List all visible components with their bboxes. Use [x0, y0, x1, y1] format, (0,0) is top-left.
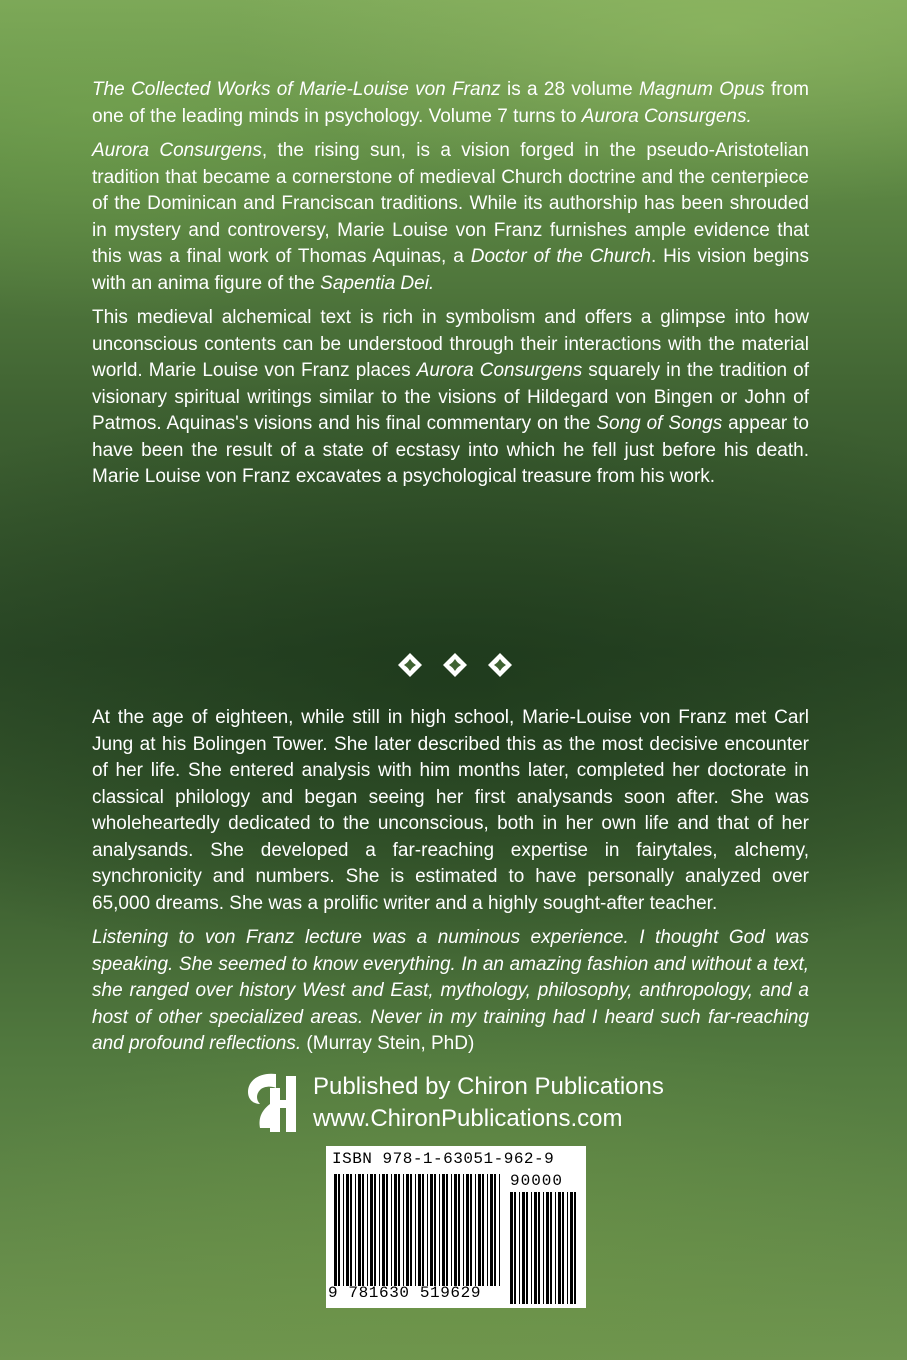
barcode-bar [379, 1174, 380, 1286]
barcode-bar [418, 1174, 421, 1286]
barcode-bar [570, 1192, 573, 1304]
barcode-bar [478, 1174, 481, 1286]
barcode-bar [451, 1174, 452, 1286]
barcode-bar [490, 1174, 493, 1286]
barcode-bar [558, 1192, 561, 1304]
price-code: 90000 [510, 1172, 564, 1190]
barcode-bar [510, 1192, 513, 1304]
description-emphasis: Doctor of the Church [470, 246, 651, 267]
description-text: from one of the leading minds in psychology. Volume 7 turns to [92, 79, 809, 127]
barcode-bar [487, 1174, 488, 1286]
description-emphasis: Song of Songs [596, 413, 723, 434]
description-text: is a 28 volume [500, 79, 639, 100]
barcode-bar [538, 1192, 540, 1304]
barcode-bar [466, 1174, 469, 1286]
series-title: The Collected Works of Marie-Louise von Franz [92, 79, 501, 100]
description-paragraph-1 [92, 77, 809, 130]
barcode-bar [434, 1174, 436, 1286]
barcode-bar [422, 1174, 424, 1286]
barcode-bar [358, 1174, 361, 1286]
description-emphasis: Sapentia Dei. [320, 272, 435, 294]
barcode-bar [334, 1174, 337, 1286]
testimonial-quote: Listening to von Franz lecture was a numinous experience. I thought God was speaking. She seemed to know everything. In an amazing fashion and without a text, she ranged over history West and East, mythology, philosophy, anthropology, and a host of other specialized areas. Never in my training had I heard such far-reaching and profound reflections. [92, 927, 809, 1054]
bio-paragraph: At the age of eighteen, while still in high school, Marie-Louise von Franz met Carl Jung at his Bolingen Tower. She later described this as the most decisive encounter of her life. She entered analysis with him months later, completed her doctorate in classical philology and began seeing her first analysands soon after. She was wholeheartedly dedicated to the unconscious, both in her own life and that of her analysands. She developed a far-reaching expertise in fairytales, alchemy, synchronicity and numbers. She is estimated to have personally analyzed over 65,000 dreams. She was a prolific writer and a highly sought-after teacher. [92, 707, 809, 914]
barcode-bar [439, 1174, 440, 1286]
barcode-bar [382, 1174, 385, 1286]
barcode-bar [514, 1192, 516, 1304]
barcode-bar [550, 1192, 552, 1304]
barcode-bar [470, 1174, 472, 1286]
barcode-bar [499, 1174, 500, 1286]
barcode-bar [519, 1192, 520, 1304]
section-divider [397, 652, 513, 678]
book-title: Aurora Consurgens [416, 360, 583, 381]
barcode-bar [374, 1174, 376, 1286]
barcode-bar [534, 1192, 537, 1304]
barcode-bar [562, 1192, 564, 1304]
description-text: , the rising sun, is a vision forged in the pseudo-Aristotelian tradition that became a cornerstone of medieval Church doctrine and the centerpiece of the Dominican and Franciscan traditions. While its authorship has been shrouded in mystery and controversy, Marie Louise von Franz furnishes ample evidence that this was a final work of Thomas Aquinas, a [92, 140, 809, 267]
barcode-bar [546, 1192, 549, 1304]
isbn-barcode [326, 1146, 586, 1308]
description-text: This medieval alchemical text is rich in symbolism and offers a glimpse into how unconscious contents can be understood through their interactions with the material world. Marie Louise von Franz places [92, 307, 809, 381]
description-paragraph-3 [92, 305, 809, 491]
barcode-bar [458, 1174, 460, 1286]
barcode-bar [403, 1174, 404, 1286]
barcode-bar [367, 1174, 368, 1286]
barcode-bar [574, 1192, 576, 1304]
description-paragraph-2 [92, 138, 809, 297]
publisher-block [246, 1068, 706, 1136]
description-text: . His vision begins with an anima figure of the [92, 246, 809, 294]
addon-barcode-bars [510, 1192, 578, 1304]
publisher-name: Published by Chiron Publications [313, 1073, 664, 1100]
barcode-bar [362, 1174, 364, 1286]
book-title: Aurora Consurgens. [581, 105, 752, 127]
barcode-bar [430, 1174, 433, 1286]
barcode-bar [494, 1174, 496, 1286]
diamond-ornament-icon [487, 652, 513, 678]
barcode-bar [526, 1192, 528, 1304]
barcode-bar [522, 1192, 525, 1304]
barcode-bar [415, 1174, 416, 1286]
barcode-bar [355, 1174, 356, 1286]
testimonial-attribution: (Murray Stein, PhD) [301, 1033, 475, 1054]
chiron-logo-icon [246, 1070, 298, 1134]
barcode-bar [386, 1174, 388, 1286]
ean-barcode-bars [334, 1174, 502, 1286]
barcode-bar [346, 1174, 349, 1286]
ean-digits: 9 781630 519629 [328, 1284, 482, 1302]
barcode-bar [454, 1174, 457, 1286]
diamond-ornament-icon [442, 652, 468, 678]
barcode-bar [343, 1174, 344, 1286]
barcode-bar [394, 1174, 397, 1286]
barcode-bar [406, 1174, 409, 1286]
description-text: appear to have been the result of a state of ecstasy into which he fell just before his death. Marie Louise von Franz excavates a psychological treasure from his work. [92, 413, 809, 487]
isbn-number: ISBN 978-1-63051-962-9 [332, 1150, 555, 1168]
barcode-bar [442, 1174, 445, 1286]
barcode-bar [475, 1174, 476, 1286]
book-description [92, 77, 809, 499]
book-title: Aurora Consurgens [92, 140, 262, 161]
barcode-bar [427, 1174, 428, 1286]
barcode-bar [350, 1174, 352, 1286]
barcode-bar [567, 1192, 568, 1304]
barcode-bar [370, 1174, 373, 1286]
barcode-bar [463, 1174, 464, 1286]
barcode-bar [446, 1174, 448, 1286]
description-text: squarely in the tradition of visionary spiritual writings similar to the visions of Hildegard von Bingen or John of Patmos. Aquinas's visions and his final commentary on the [92, 360, 809, 434]
diamond-ornament-icon [397, 652, 423, 678]
description-emphasis: Magnum Opus [638, 79, 765, 100]
barcode-bar [391, 1174, 392, 1286]
barcode-bar [338, 1174, 340, 1286]
barcode-bar [543, 1192, 544, 1304]
barcode-bar [398, 1174, 400, 1286]
testimonial [92, 925, 809, 1058]
barcode-bar [555, 1192, 556, 1304]
barcode-bar [531, 1192, 532, 1304]
publisher-url[interactable]: www.ChironPublications.com [313, 1105, 623, 1132]
barcode-bar [410, 1174, 412, 1286]
author-biography [92, 705, 809, 1066]
barcode-bar [482, 1174, 484, 1286]
